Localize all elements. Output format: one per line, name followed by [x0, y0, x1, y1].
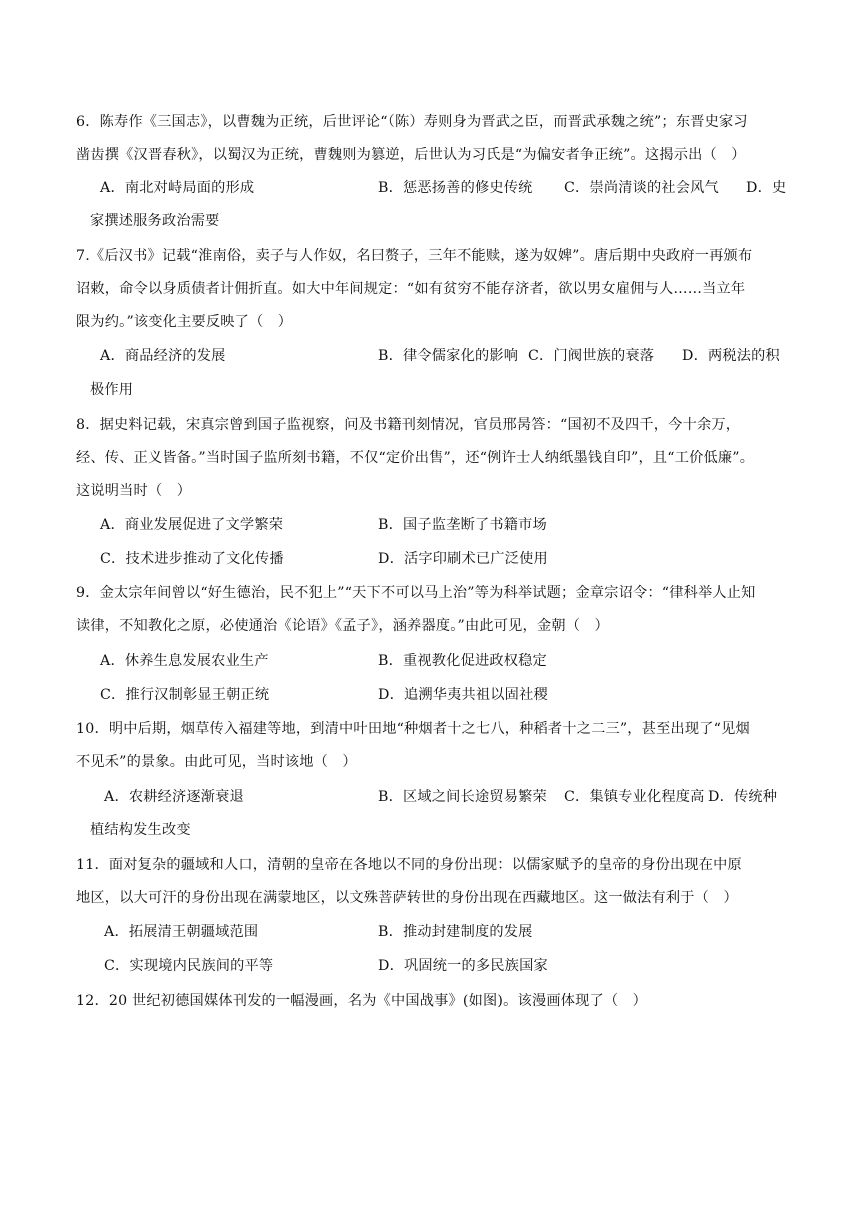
- question-9-line-1: 9．金太宗年间曾以“好生德治，民不犯上”“天下不可以马上治”等为科举试题；金章宗诏令：“律科举人止知: [76, 585, 756, 601]
- question-10-option-d: D．传统种: [708, 789, 778, 805]
- question-8-line-1: 8．据史料记载，宋真宗曾到国子监视察，问及书籍刊刻情况，官员邢昺答：“国初不及四千，今十余万，: [76, 417, 741, 433]
- question-7-option-c: C．门阀世族的衰落: [528, 348, 655, 364]
- question-7-option-a: A．商品经济的发展: [100, 348, 226, 364]
- question-11-option-b: B．推动封建制度的发展: [378, 924, 533, 940]
- question-7-line-2: 诏敕，命令以身质债者计佣折直。如大中年间规定：“如有贫穷不能存济者，欲以男女雇佣与人……当立年: [76, 281, 746, 297]
- question-9-option-d: D．追溯华夷共祖以固社稷: [378, 687, 548, 703]
- question-8-option-a: A．商业发展促进了文学繁荣: [100, 517, 284, 533]
- question-10-option-d-wrap: 植结构发生改变: [90, 822, 191, 838]
- question-10-option-b: B．区域之间长途贸易繁荣: [378, 789, 547, 805]
- question-6-option-a: A．南北对峙局面的形成: [100, 180, 255, 196]
- question-8-option-c: C．技术进步推动了文化传播: [100, 551, 284, 567]
- question-9-option-a: A．休养生息发展农业生产: [100, 653, 269, 669]
- question-11-option-d: D．巩固统一的多民族国家: [378, 958, 548, 974]
- question-11-option-c: C．实现境内民族间的平等: [104, 958, 274, 974]
- question-8-line-3: 这说明当时（ ）: [76, 483, 192, 499]
- question-6-option-b: B．惩恶扬善的修史传统: [378, 180, 533, 196]
- question-10-option-c: C．集镇专业化程度高: [564, 789, 705, 805]
- question-7-line-3: 限为约。”该变化主要反映了（ ）: [76, 314, 293, 330]
- question-6-line-2: 凿齿撰《汉晋春秋》，以蜀汉为正统，曹魏则为篡逆，后世认为习氏是“为偏安者争正统”。这揭示出（ ）: [76, 147, 746, 163]
- question-8-line-2: 经、传、正义皆备。”当时国子监所刻书籍，不仅“定价出售”，还“例许士人纳纸墨钱自印”，且“工价低廉”。: [76, 450, 755, 466]
- question-6-line-1: 6．陈寿作《三国志》，以曹魏为正统，后世评论“（陈）寿则身为晋武之臣，而晋武承魏之统”；东晋史家习: [76, 114, 748, 130]
- question-7-option-b: B．律令儒家化的影响: [378, 348, 519, 364]
- question-11-option-a: A．拓展清王朝疆域范围: [104, 924, 259, 940]
- question-6-option-c: C．崇尚清谈的社会风气: [564, 180, 719, 196]
- question-6-option-d-wrap: 家撰述服务政治需要: [90, 213, 220, 229]
- question-11-line-1: 11．面对复杂的疆域和人口，清朝的皇帝在各地以不同的身份出现：以儒家赋予的皇帝的身份出现在中原: [76, 857, 742, 873]
- question-7-option-d-wrap: 极作用: [90, 382, 134, 398]
- question-8-option-d: D．活字印刷术已广泛使用: [378, 551, 548, 567]
- question-9-option-c: C．推行汉制彰显王朝正统: [100, 687, 270, 703]
- question-7-line-1: 7.《后汉书》记载“淮南俗，卖子与人作奴，名曰赘子，三年不能赎，遂为奴婢”。唐后期中央政府一再颁布: [76, 248, 753, 264]
- question-10-line-1: 10．明中后期，烟草传入福建等地，到清中叶田地“种烟者十之七八，种稻者十之二三”，甚至出现了“见烟: [76, 721, 750, 737]
- question-12-line-1: 12．20 世纪初德国媒体刊发的一幅漫画，名为《中国战事》(如图)。该漫画体现了（ ）: [76, 993, 648, 1009]
- question-10-option-a: A．农耕经济逐渐衰退: [104, 789, 244, 805]
- question-8-option-b: B．国子监垄断了书籍市场: [378, 517, 547, 533]
- question-7-option-d: D．两税法的积: [682, 348, 780, 364]
- question-10-line-2: 不见禾”的景象。由此可见，当时该地（ ）: [76, 754, 357, 770]
- question-11-line-2: 地区，以大可汗的身份出现在满蒙地区，以文殊菩萨转世的身份出现在西藏地区。这一做法有利于（ ）: [76, 890, 738, 906]
- question-6-option-d: D．史: [746, 180, 787, 196]
- question-9-line-2: 读律，不知教化之原，必使通治《论语》《孟子》，涵养器度。”由此可见，金朝（ ）: [76, 618, 609, 634]
- question-9-option-b: B．重视教化促进政权稳定: [378, 653, 547, 669]
